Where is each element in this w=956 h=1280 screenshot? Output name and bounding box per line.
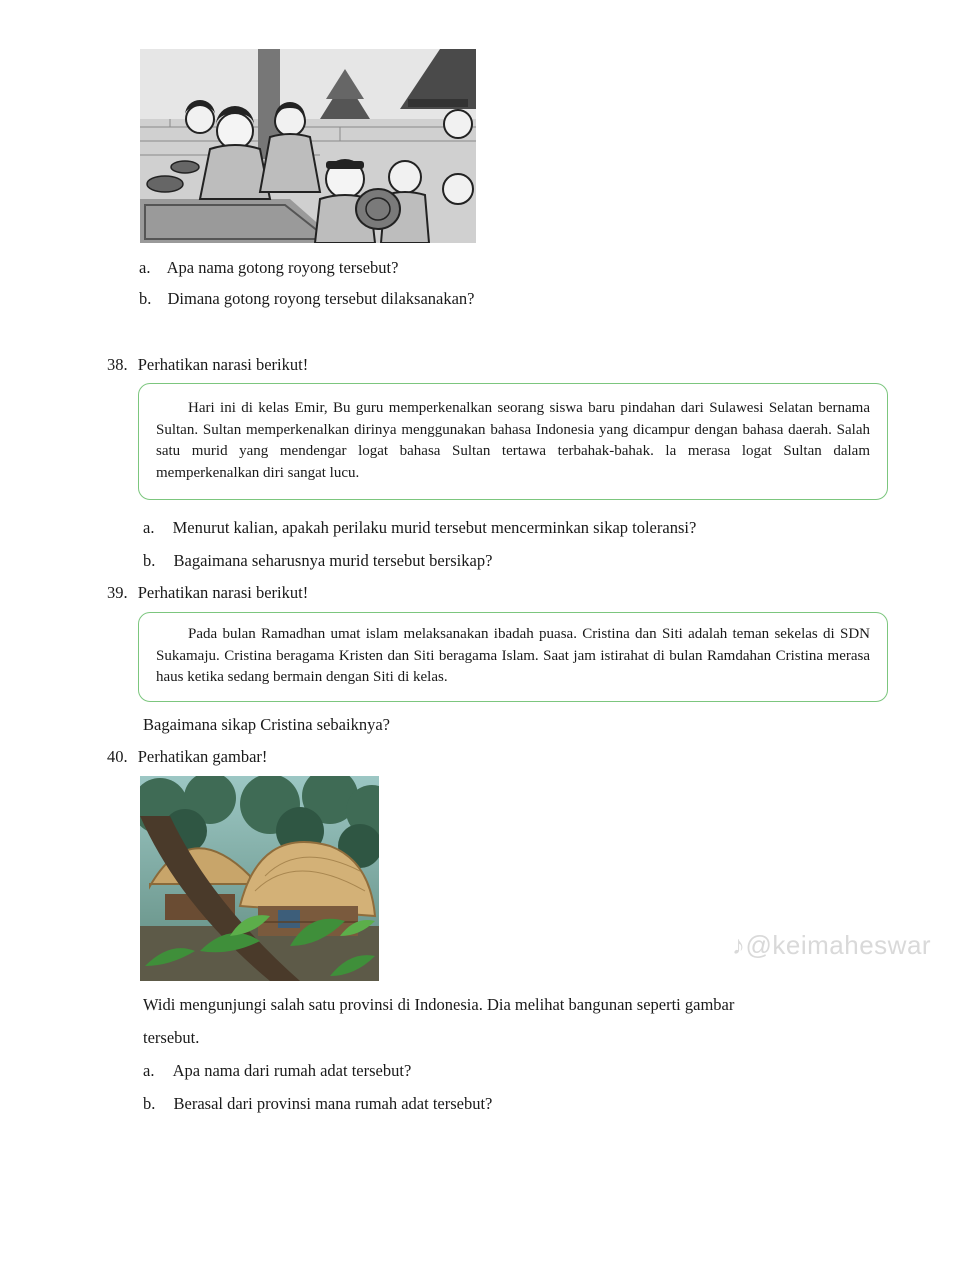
q40-number: 40. (107, 747, 128, 766)
q38-narrative-text: Hari ini di kelas Emir, Bu guru memperkenalkan seorang siswa baru pindahan dari Sulawesi Selatan bernama Sultan. Sultan memperkenalkan dirinya menggunakan bahasa Indonesia yang dicampur dengan bahasa daerah. Salah satu murid yang mendengar logat bahasa Sultan tertawa terbahak-bahak. la merasa logat Sultan dalam memperkenalkan diri sangat lucu. (156, 400, 870, 481)
q38-a-question: Menurut kalian, apakah perilaku murid tersebut mencerminkan sikap toleransi? (172, 518, 697, 537)
tiktok-watermark: ♪@keimaheswar (732, 930, 932, 960)
q37-b-question: Dimana gotong royong tersebut dilaksanakan? (167, 289, 475, 308)
q40-a-question: Apa nama dari rumah adat tersebut? (172, 1061, 412, 1080)
q38-prompt: Perhatikan narasi berikut! (137, 355, 309, 374)
q40-b-question: Berasal dari provinsi mana rumah adat tersebut? (173, 1094, 493, 1113)
q40-b-marker: b. (143, 1094, 156, 1113)
q38-number: 38. (107, 355, 128, 374)
q39-narrative-box (138, 612, 888, 702)
q39-prompt: Perhatikan narasi berikut! (137, 583, 309, 602)
q38-b-question: Bagaimana seharusnya murid tersebut bersikap? (173, 551, 493, 570)
gotong-royong-svg (140, 49, 476, 243)
q37-a-marker: a. (139, 258, 151, 277)
rumah-adat-svg (140, 776, 379, 981)
q37-a-question: Apa nama gotong royong tersebut? (166, 258, 399, 277)
q40-a-marker: a. (143, 1061, 155, 1080)
q40-description-line2: tersebut. (143, 1028, 200, 1047)
q37-b-marker: b. (139, 289, 152, 308)
rumah-adat-image (140, 776, 379, 981)
gotong-royong-image (140, 49, 476, 243)
q40-prompt: Perhatikan gambar! (137, 747, 268, 766)
q39-narrative-text: Pada bulan Ramadhan umat islam melaksanakan ibadah puasa. Cristina dan Siti adalah teman sekelas di SDN Sukamaju. Cristina beragama Kristen dan Siti beragama Islam. Saat jam istirahat di bulan Ramdahan Cristina merasa haus ketika sedang bermain dengan Siti di kelas. (156, 626, 870, 685)
q39-number: 39. (107, 583, 128, 602)
q39-question: Bagaimana sikap Cristina sebaiknya? (143, 715, 390, 734)
q38-narrative-box (138, 383, 888, 500)
q38-a-marker: a. (143, 518, 155, 537)
q40-description-line1: Widi mengunjungi salah satu provinsi di Indonesia. Dia melihat bangunan seperti gambar (143, 995, 735, 1014)
q38-b-marker: b. (143, 551, 156, 570)
